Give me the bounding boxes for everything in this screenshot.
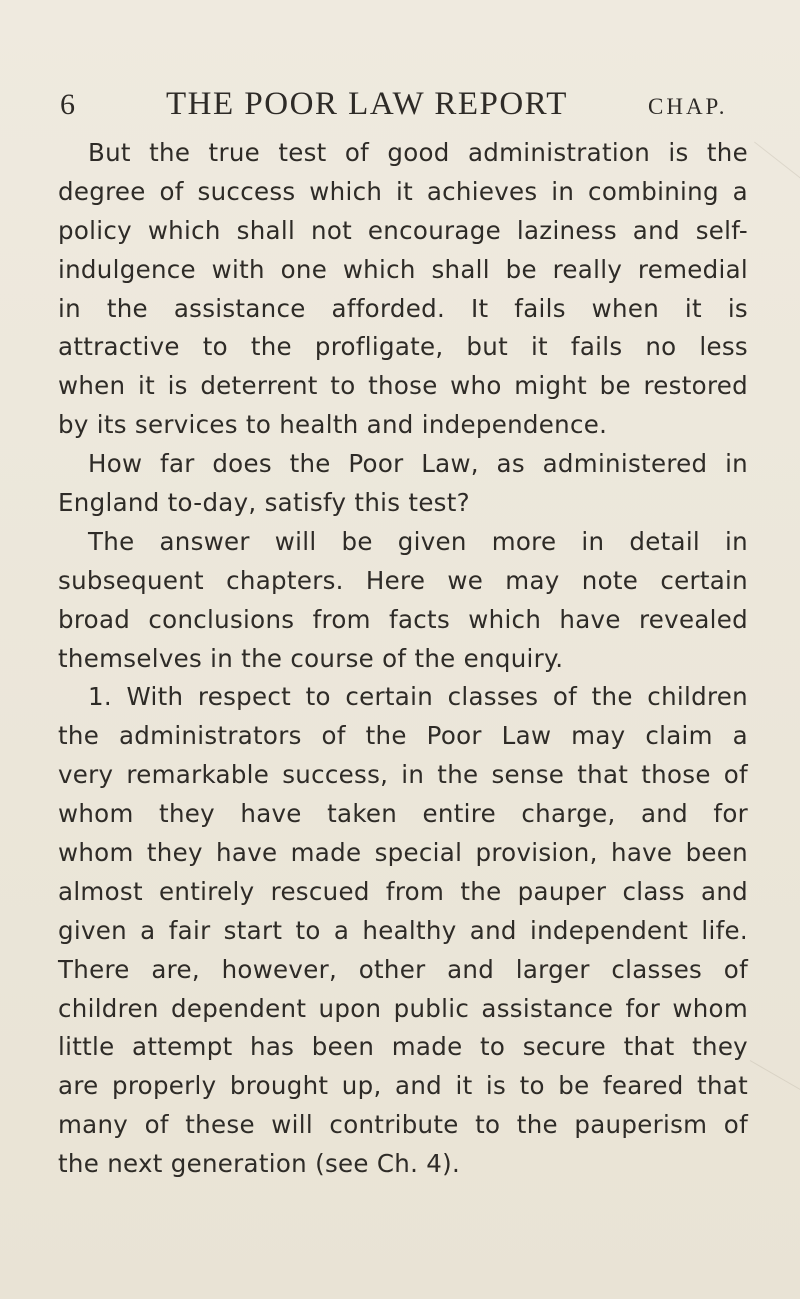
text-line: indulgence with one which shall be really remedial bbox=[58, 254, 748, 284]
text-line: England to-day, satisfy this test? bbox=[58, 488, 470, 518]
paragraph bbox=[58, 523, 748, 679]
text-line: whom they have made special provision, have been bbox=[58, 838, 748, 868]
text-line: themselves in the course of the enquiry. bbox=[58, 643, 564, 673]
text-line: policy which shall not encourage laziness and self- bbox=[58, 215, 748, 245]
text-line: children dependent upon public assistance for whom bbox=[58, 993, 748, 1023]
text-line: given a fair start to a healthy and independent life. bbox=[58, 915, 748, 945]
text-line: broad conclusions from facts which have revealed bbox=[58, 604, 748, 634]
running-title: THE POOR LAW REPORT bbox=[166, 86, 568, 122]
paragraph bbox=[58, 445, 748, 523]
text-line: by its services to health and independence. bbox=[58, 410, 608, 440]
page-header bbox=[0, 86, 800, 130]
paper-crease bbox=[754, 142, 800, 180]
text-line: are properly brought up, and it is to be feared that bbox=[58, 1071, 748, 1101]
text-line: almost entirely rescued from the pauper class and bbox=[58, 876, 748, 906]
text-line: the next generation (see Ch. 4). bbox=[58, 1149, 461, 1179]
paragraph bbox=[58, 678, 748, 1184]
text-line: many of these will contribute to the pauperism of bbox=[58, 1110, 748, 1140]
text-line: But the true test of good administration is the bbox=[88, 138, 748, 167]
text-line: 1. With respect to certain classes of the children bbox=[88, 682, 748, 712]
text-line: How far does the Poor Law, as administered in bbox=[88, 449, 748, 479]
text-line: in the assistance afforded. It fails when it is bbox=[58, 293, 748, 323]
page-number: 6 bbox=[60, 88, 75, 121]
text-line: There are, however, other and larger classes of bbox=[58, 954, 748, 984]
chapter-label: CHAP. bbox=[648, 94, 728, 119]
text-line: subsequent chapters. Here we may note certain bbox=[58, 565, 748, 595]
body-text bbox=[58, 134, 748, 1184]
paragraph bbox=[58, 134, 748, 445]
text-line: whom they have taken entire charge, and for bbox=[58, 799, 748, 829]
paper-crease bbox=[750, 1060, 800, 1091]
text-line: the administrators of the Poor Law may claim a bbox=[58, 721, 748, 751]
text-line: little attempt has been made to secure that they bbox=[58, 1032, 748, 1062]
text-line: attractive to the profligate, but it fails no less bbox=[58, 332, 748, 362]
text-line: The answer will be given more in detail in bbox=[88, 526, 748, 556]
text-line: when it is deterrent to those who might be restored bbox=[58, 371, 748, 401]
text-line: very remarkable success, in the sense that those of bbox=[58, 760, 748, 790]
text-line: degree of success which it achieves in combining a bbox=[58, 176, 748, 206]
